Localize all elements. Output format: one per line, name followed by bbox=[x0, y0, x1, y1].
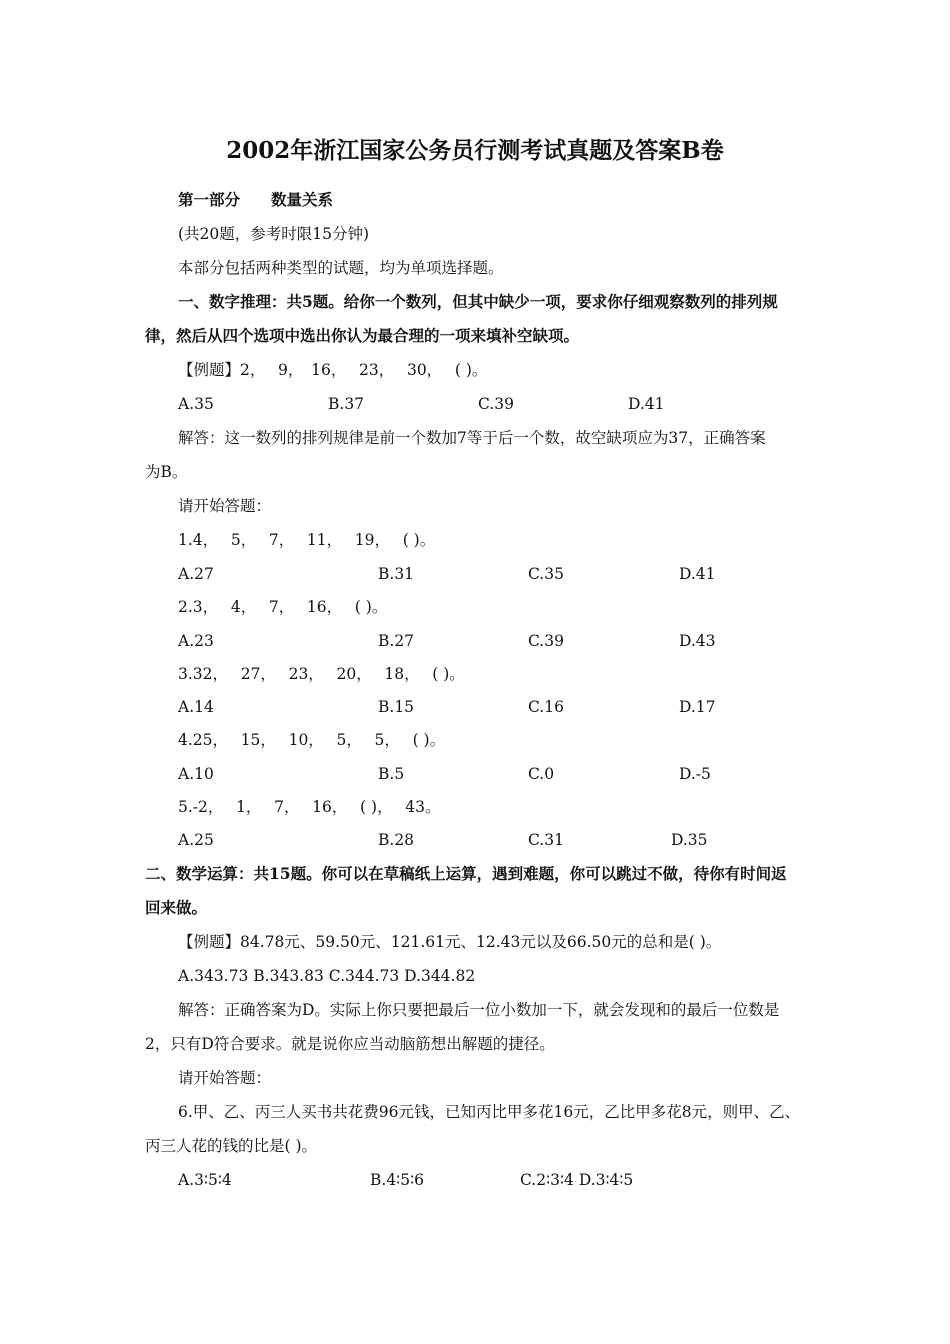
q4-option-b: B.5 bbox=[378, 765, 405, 783]
q3-option-c: C.16 bbox=[528, 698, 564, 716]
question-6-line1: 6.甲、乙、丙三人买书共花费96元钱，已知丙比甲多花16元，乙比甲多花8元，则甲、乙、 bbox=[178, 1103, 801, 1121]
example-answer-line1: 解答：这一数列的排列规律是前一个数加7等于后一个数，故空缺项应为37，正确答案 bbox=[178, 429, 766, 447]
question-1: 1.4， 5， 7， 11， 19， ( )。 bbox=[178, 531, 436, 549]
q5-option-c: C.31 bbox=[528, 831, 564, 849]
section2-answer-line1: 解答：正确答案为D。实际上你只要把最后一位小数加一下，就会发现和的最后一位数是 bbox=[178, 1001, 780, 1019]
section2-example: 【例题】84.78元、59.50元、121.61元、12.43元以及66.50元的总和是( )。 bbox=[178, 933, 722, 951]
part-heading: 第一部分 数量关系 bbox=[178, 190, 334, 209]
section1-heading-line1: 一、数字推理：共5题。给你一个数列，但其中缺少一项，要求你仔细观察数列的排列规 bbox=[178, 292, 778, 311]
q3-option-a: A.14 bbox=[178, 698, 214, 716]
section1-heading-line2: 律，然后从四个选项中选出你认为最合理的一项来填补空缺项。 bbox=[145, 326, 580, 345]
question-5: 5.-2， 1， 7， 16， ( )， 43。 bbox=[178, 798, 441, 816]
q2-option-d: D.43 bbox=[679, 632, 716, 650]
example-option-c: C.39 bbox=[478, 395, 514, 413]
section2-example-options: A.343.73 B.343.83 C.344.73 D.344.82 bbox=[178, 967, 476, 985]
question-6-line2: 丙三人花的钱的比是( )。 bbox=[145, 1137, 318, 1155]
example-question: 【例题】2， 9， 16， 23， 30， ( )。 bbox=[178, 361, 488, 379]
q6-option-cd: C.2∶3∶4 D.3∶4∶5 bbox=[520, 1171, 634, 1189]
question-4: 4.25， 15， 10， 5， 5， ( )。 bbox=[178, 731, 446, 749]
q5-option-b: B.28 bbox=[378, 831, 415, 849]
question-3: 3.32， 27， 23， 20， 18， ( )。 bbox=[178, 665, 465, 683]
q3-option-d: D.17 bbox=[679, 698, 716, 716]
example-option-d: D.41 bbox=[628, 395, 665, 413]
q1-option-b: B.31 bbox=[378, 565, 415, 583]
q2-option-b: B.27 bbox=[378, 632, 415, 650]
q3-option-b: B.15 bbox=[378, 698, 415, 716]
count-note: (共20题，参考时限15分钟) bbox=[178, 225, 370, 243]
q1-option-a: A.27 bbox=[178, 565, 214, 583]
start-prompt: 请开始答题： bbox=[178, 497, 272, 515]
q2-option-c: C.39 bbox=[528, 632, 564, 650]
q1-option-d: D.41 bbox=[679, 565, 716, 583]
q4-option-d: D.-5 bbox=[679, 765, 711, 783]
section2-heading-line2: 回来做。 bbox=[145, 898, 208, 917]
q5-option-a: A.25 bbox=[178, 831, 214, 849]
q6-option-b: B.4∶5∶6 bbox=[370, 1171, 424, 1189]
question-2: 2.3， 4， 7， 16， ( )。 bbox=[178, 598, 388, 616]
example-option-b: B.37 bbox=[328, 395, 365, 413]
example-answer-line2: 为B。 bbox=[145, 463, 188, 481]
q5-option-d: D.35 bbox=[671, 831, 708, 849]
q4-option-a: A.10 bbox=[178, 765, 214, 783]
section2-start-prompt: 请开始答题： bbox=[178, 1069, 272, 1087]
q2-option-a: A.23 bbox=[178, 632, 214, 650]
example-option-a: A.35 bbox=[178, 395, 214, 413]
q4-option-c: C.0 bbox=[528, 765, 555, 783]
document-title: 2002年浙江国家公务员行测考试真题及答案B卷 bbox=[226, 137, 724, 164]
q1-option-c: C.35 bbox=[528, 565, 564, 583]
section2-answer-line2: 2，只有D符合要求。就是说你应当动脑筋想出解题的捷径。 bbox=[145, 1035, 555, 1053]
part-intro: 本部分包括两种类型的试题，均为单项选择题。 bbox=[178, 259, 504, 277]
section2-heading-line1: 二、数学运算：共15题。你可以在草稿纸上运算，遇到难题，你可以跳过不做，待你有时间返 bbox=[145, 864, 787, 883]
q6-option-a: A.3∶5∶4 bbox=[178, 1171, 232, 1189]
